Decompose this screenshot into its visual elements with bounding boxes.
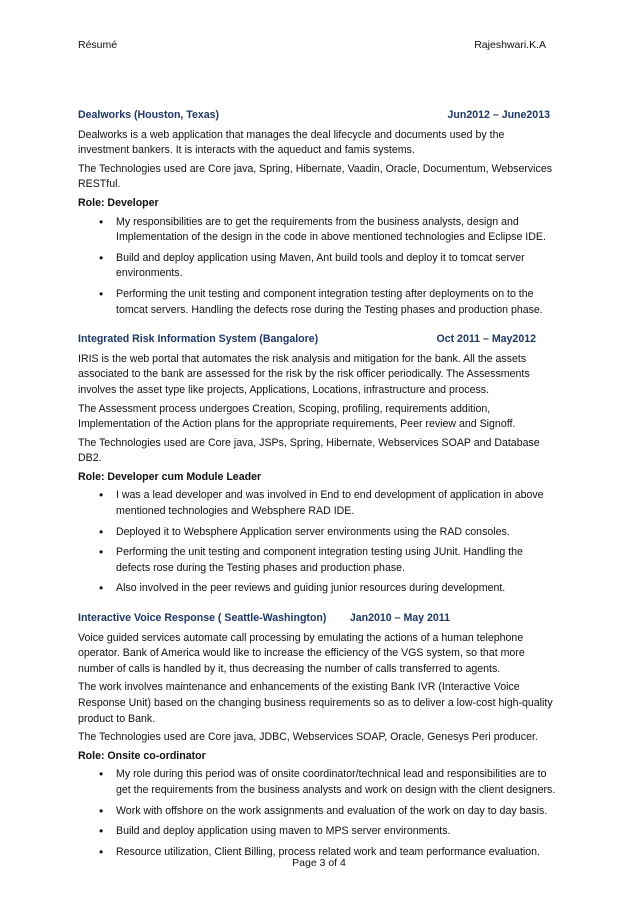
- project-date: Oct 2011 – May2012: [436, 333, 536, 346]
- project-title: Integrated Risk Information System (Bangalore): [78, 333, 319, 346]
- resume-content: [78, 108, 556, 874]
- project-section: [78, 611, 556, 860]
- list-item: • My role during this period was of onsite coordinator/technical lead and responsibilities are to get the requirements from the business analysts and work on design with the client designers.: [116, 767, 556, 798]
- project-role: Role: Developer cum Module Leader: [78, 470, 262, 483]
- project-technologies: The Technologies used are Core java, JDBC, Webservices SOAP, Oracle, Genesys Peri producer.: [78, 731, 538, 744]
- list-item: • Resource utilization, Client Billing, process related work and team performance evaluation.: [116, 845, 556, 861]
- project-heading: [78, 332, 556, 348]
- project-role: Role: Onsite co-ordinator: [78, 749, 206, 762]
- list-item: • Performing the unit testing and component integration testing after deployments on to the tomcat servers. Handling the defects rose during the Testing phases and production phase.: [116, 287, 556, 318]
- page-number: Page 3 of 4: [292, 857, 346, 869]
- project-technologies: The Technologies used are Core java, Spring, Hibernate, Vaadin, Oracle, Documentum, Webservices RESTful.: [78, 162, 553, 191]
- project-description: Dealworks is a web application that manages the deal lifecycle and documents used by the investment bankers. It is interacts with the aqueduct and famis systems.: [78, 128, 505, 157]
- project-heading: [78, 611, 556, 627]
- project-description: IRIS is the web portal that automates the risk analysis and mitigation for the bank. All the assets associated to the bank are assessed for the risk by the risk officer periodically. The Assessments involves the asset type like projects, Applications, Locations, infrastructure and process.: [78, 352, 530, 396]
- list-item: • My responsibilities are to get the requirements from the business analysts, design and Implementation of the design in the code in above mentioned technologies and Eclipse IDE.: [116, 215, 556, 246]
- project-section: [78, 108, 556, 318]
- project-heading: [78, 108, 556, 124]
- project-date: Jan2010 – May 2011: [349, 612, 450, 625]
- header-title: Résumé: [78, 39, 118, 51]
- project-process: The Assessment process undergoes Creation, Scoping, profiling, requirements addition, Implementation of the Action plans for the appropriate requirements, Peer review and Signoff.: [78, 402, 516, 431]
- responsibility-list: [78, 488, 556, 597]
- project-role: Role: Developer: [78, 196, 159, 209]
- project-date: Jun2012 – June2013: [447, 109, 550, 121]
- responsibility-list: [78, 215, 556, 319]
- project-work: The work involves maintenance and enhancements of the existing Bank IVR (Interactive Voice Response Unit) based on the changing business requirements so as to deliver a low-cost high-quality product to Bank.: [78, 681, 553, 725]
- list-item: • Deployed it to Websphere Application server environments using the RAD consoles.: [116, 525, 556, 541]
- list-item: • I was a lead developer and was involved in End to end development of application in above mentioned technologies and Websphere RAD IDE.: [116, 488, 556, 519]
- list-item: • Also involved in the peer reviews and guiding junior resources during development.: [116, 581, 556, 597]
- list-item: • Build and deploy application using maven to MPS server environments.: [116, 824, 556, 840]
- list-item: • Work with offshore on the work assignments and evaluation of the work on day to day basis.: [116, 804, 556, 820]
- project-technologies: The Technologies used are Core java, JSPs, Spring, Hibernate, Webservices SOAP and Database DB2.: [78, 436, 540, 465]
- project-section: [78, 332, 556, 597]
- list-item: • Performing the unit testing and component integration testing using JUnit. Handling the defects rose during the Testing phases and production phase.: [116, 545, 556, 576]
- project-title: Interactive Voice Response ( Seattle-Washington): [78, 612, 327, 625]
- project-title: Dealworks (Houston, Texas): [78, 109, 220, 121]
- list-item: • Build and deploy application using Maven, Ant build tools and deploy it to tomcat server environments.: [116, 251, 556, 282]
- project-description: Voice guided services automate call processing by emulating the actions of a human telephone operator. Bank of America would like to increase the efficiency of the VGS system, so that more number of calls is handled by it, thus decreasing the number of calls transferred to agents.: [78, 631, 525, 675]
- header-author: Rajeshwari.K.A: [474, 39, 546, 51]
- responsibility-list: [78, 767, 556, 860]
